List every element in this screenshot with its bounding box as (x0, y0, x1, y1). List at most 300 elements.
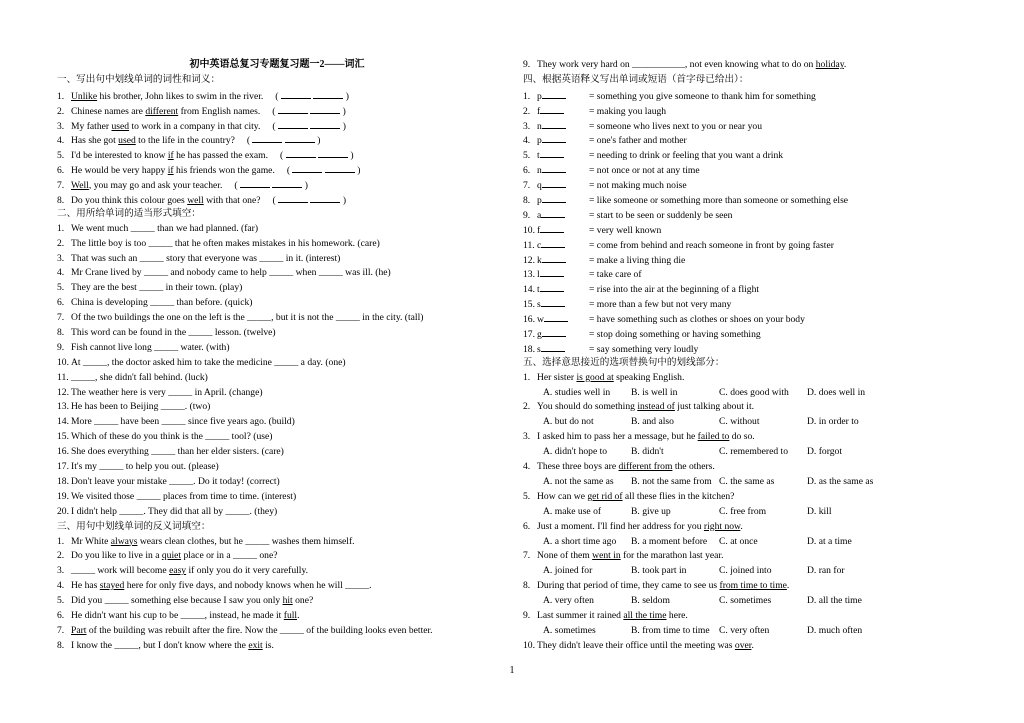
section5-options (523, 564, 963, 579)
paren-close: ) (302, 180, 308, 192)
item-number: 19. (57, 490, 69, 502)
section5-options (523, 475, 963, 490)
item-text-after: he has passed the exam. (173, 150, 269, 162)
item-number: 2. (57, 105, 65, 117)
section4-item (523, 162, 963, 177)
item-text-before: _____ work will become (71, 565, 170, 577)
item-text-before: You should do something (537, 401, 638, 413)
first-letter: t (537, 150, 540, 162)
option-choice: D. much often (807, 624, 863, 636)
underlined-word: instead of (637, 401, 675, 413)
section2-item (57, 237, 497, 252)
item-number: 10. (57, 356, 69, 368)
answer-blank-pos (281, 88, 311, 99)
answer-blank-meaning (313, 88, 343, 99)
section4-item (523, 177, 963, 192)
section4-item (523, 237, 963, 252)
first-letter: n (537, 165, 542, 177)
paren-open: ( (275, 90, 281, 102)
section2-item (57, 430, 497, 445)
item-number: 6. (523, 165, 531, 177)
underlined-word: Part (71, 624, 87, 636)
option-choice: A. sometimes (543, 624, 596, 636)
item-text-before: Do you think this colour goes (71, 195, 188, 207)
first-letter: t (537, 284, 540, 296)
first-letter: q (537, 180, 542, 192)
option-choice: A. didn't hope to (543, 446, 608, 458)
section4-item (523, 341, 963, 356)
item-number: 8. (57, 195, 65, 207)
answer-blank (542, 252, 566, 263)
definition-text: = say something very loudly (589, 343, 699, 355)
item-text: We went much _____ than we had planned. (far) (71, 222, 259, 234)
item-text: This word can be found in the _____ lesson. (twelve) (71, 327, 276, 339)
section2-item (57, 311, 497, 326)
answer-blank (544, 311, 568, 322)
underlined-word: holiday (815, 59, 844, 70)
paren-close: ) (340, 105, 346, 117)
item-number: 3. (57, 565, 65, 577)
section4-item (523, 118, 963, 133)
option-choice: A. not the same as (543, 475, 614, 487)
section2-item (57, 386, 497, 401)
item-number: 15. (523, 299, 535, 311)
option-choice: D. forgot (807, 446, 842, 458)
underlined-word: from time to time (719, 580, 787, 592)
item-text: Don't leave your mistake _____. Do it today! (correct) (71, 475, 280, 487)
option-choice: C. at once (719, 535, 758, 547)
item-number: 1. (523, 90, 531, 102)
item-number: 3. (57, 120, 65, 132)
definition-text: = start to be seen or suddenly be seen (589, 209, 733, 221)
item-text-before: I asked him to pass her a message, but he (537, 431, 698, 443)
paren-open: ( (272, 120, 278, 132)
underlined-word: all the time (623, 609, 667, 621)
section3-item (523, 58, 963, 73)
item-text-before: Did you _____ something else because I saw you only (71, 595, 283, 607)
item-number: 2. (57, 550, 65, 562)
answer-blank (542, 162, 566, 173)
section2-item (57, 371, 497, 386)
section3-continued (523, 58, 963, 73)
underlined-word: get rid of (587, 490, 623, 502)
section2-item (57, 505, 497, 520)
option-choice: B. seldom (631, 595, 670, 607)
item-text-after: to work in a company in that city. (129, 120, 261, 132)
option-choice: B. took part in (631, 565, 687, 577)
item-number: 6. (57, 165, 65, 177)
option-choice: D. all the time (807, 595, 862, 607)
item-number: 17. (523, 329, 535, 341)
underlined-word: went in (592, 550, 621, 562)
item-text-before: These three boys are (537, 461, 619, 473)
item-text: The weather here is very _____ in April. (change) (71, 386, 263, 398)
section5-options (523, 535, 963, 550)
item-number: 6. (523, 520, 531, 532)
answer-blank (540, 266, 564, 277)
item-number: 5. (523, 490, 531, 502)
underlined-word: full (283, 609, 298, 621)
section4-item (523, 132, 963, 147)
item-number: 15. (57, 431, 69, 443)
paren-open: ( (246, 135, 253, 147)
item-text-before: My father (71, 120, 112, 132)
first-letter: p (537, 195, 542, 207)
section5-question (523, 400, 963, 415)
section2-item (57, 356, 497, 371)
paren-close: ) (343, 90, 349, 102)
section2-item (57, 475, 497, 490)
item-text-after: to the life in the country? (135, 135, 235, 147)
answer-blank-meaning (285, 132, 315, 143)
item-number: 12. (523, 254, 535, 266)
item-number: 4. (57, 267, 65, 279)
first-letter: s (537, 343, 541, 355)
item-text-before: I'd be interested to know (71, 150, 168, 162)
item-number: 7. (57, 180, 65, 192)
option-choice: D. ran for (807, 565, 845, 577)
answer-blank (541, 296, 565, 307)
section5-question (523, 490, 963, 505)
item-text-after: from English names. (178, 105, 261, 117)
item-text: We visited those _____ places from time to time. (interest) (71, 490, 297, 502)
underlined-word: hit (282, 595, 293, 607)
answer-blank-pos (278, 118, 308, 129)
answer-blank-meaning (318, 147, 348, 158)
first-letter: s (537, 299, 541, 311)
underlined-word: failed to (697, 431, 730, 443)
first-letter: n (537, 120, 542, 132)
underlined-word: over (734, 639, 752, 651)
item-text: Fish cannot live long _____ water. (with) (71, 341, 230, 353)
section3-item (57, 564, 497, 579)
item-text-after: is. (262, 639, 274, 651)
option-choice: D. does well in (807, 386, 866, 398)
paren-close: ) (340, 120, 346, 132)
answer-blank-pos (240, 177, 270, 188)
section1-item (57, 192, 497, 207)
item-text: He has been to Beijing _____. (two) (71, 401, 211, 413)
definition-text: = needing to drink or feeling that you want a drink (589, 150, 784, 162)
option-choice: A. a short time ago (543, 535, 617, 547)
section3-item (57, 579, 497, 594)
answer-blank (542, 326, 566, 337)
item-text: Mr Crane lived by _____ and nobody came to help _____ when _____ was ill. (he) (71, 267, 391, 279)
definition-text: = rise into the air at the beginning of a flight (589, 284, 760, 296)
item-text-before: Has she got (71, 135, 119, 147)
item-number: 1. (57, 222, 65, 234)
answer-blank (541, 237, 565, 248)
item-text-after: here for only five days, and nobody knows when he will _____. (124, 580, 372, 592)
answer-blank-pos (252, 132, 282, 143)
item-text: The little boy is too _____ that he often makes mistakes in his homework. (care) (71, 237, 380, 249)
paren-close: ) (314, 135, 321, 147)
paren-close: ) (340, 195, 347, 207)
item-number: 6. (57, 297, 65, 309)
section2-item (57, 460, 497, 475)
option-choice: B. a moment before (631, 535, 708, 547)
item-number: 9. (523, 209, 531, 221)
first-letter: w (537, 314, 544, 326)
first-letter: f (537, 224, 541, 236)
underlined-word: different from (618, 461, 673, 473)
section4-item (523, 266, 963, 281)
section2-heading: 二、用所给单词的适当形式填空： (57, 207, 201, 219)
answer-blank-meaning (310, 103, 340, 114)
first-letter: k (537, 254, 542, 266)
section3-list (57, 535, 497, 654)
section4-item (523, 326, 963, 341)
item-number: 20. (57, 505, 69, 517)
answer-blank-meaning (310, 192, 340, 203)
item-text-before: They didn't leave their office until the meeting was (537, 639, 735, 651)
section1-item (57, 103, 497, 118)
section5-question (523, 371, 963, 386)
underlined-word: Unlike (71, 90, 98, 102)
item-number: 4. (523, 461, 531, 473)
option-choice: B. didn't (631, 446, 664, 458)
definition-text: = like someone or something more than someone or something else (589, 195, 849, 207)
first-letter: l (537, 269, 540, 281)
answer-blank-meaning (310, 118, 340, 129)
item-number: 10. (523, 639, 535, 651)
underlined-word: used (118, 135, 136, 147)
left-column (57, 58, 497, 654)
option-choice: B. not the same from (631, 475, 712, 487)
answer-blank (540, 147, 564, 158)
definition-text: = take care of (589, 269, 642, 281)
section5-heading: 五、选择意思接近的选项替换句中的划线部分： (523, 356, 725, 368)
underlined-word: if (167, 150, 174, 162)
item-number: 9. (523, 59, 531, 70)
section2-item (57, 341, 497, 356)
definition-text: = not once or not at any time (589, 165, 700, 177)
section4-list (523, 88, 963, 356)
section5-question (523, 639, 963, 654)
section4-item (523, 103, 963, 118)
item-text-after: all these flies in the kitchen? (622, 490, 735, 502)
option-choice: C. remembered to (719, 446, 788, 458)
definition-text: = make a living thing die (589, 254, 686, 266)
option-choice: A. very often (543, 595, 594, 607)
item-text-after: . (843, 59, 847, 70)
item-number: 3. (57, 252, 65, 264)
section5-question (523, 460, 963, 475)
section1-item (57, 132, 497, 147)
item-text-after: . (786, 580, 790, 592)
first-letter: p (537, 135, 542, 147)
item-number: 8. (57, 639, 65, 651)
item-text-before: Her sister (537, 371, 577, 383)
section3-item (57, 639, 497, 654)
item-number: 13. (523, 269, 535, 281)
item-text-before: He didn't want his cup to be _____, instead, he made it (71, 609, 284, 621)
item-text: China is developing _____ than before. (quick) (71, 297, 253, 309)
option-choice: C. without (719, 416, 760, 428)
item-number: 1. (57, 535, 65, 547)
item-number: 8. (57, 327, 65, 339)
item-text-after: . (751, 639, 754, 651)
underlined-word: is good at (576, 371, 614, 383)
section4-item (523, 281, 963, 296)
item-number: 9. (523, 609, 531, 621)
item-number: 4. (57, 135, 65, 147)
item-number: 6. (57, 609, 65, 621)
option-choice: C. free from (719, 505, 767, 517)
item-text-after: speaking English. (613, 371, 685, 383)
answer-blank (540, 222, 564, 233)
section4-item (523, 222, 963, 237)
item-number: 1. (523, 371, 531, 383)
item-text: Which of these do you think is the _____ tool? (use) (71, 431, 273, 443)
option-choice: C. the same as (719, 475, 775, 487)
item-number: 11. (57, 371, 69, 383)
answer-blank (540, 281, 564, 292)
option-choice: B. is well in (631, 386, 678, 398)
section3-item (57, 609, 497, 624)
answer-blank-meaning (325, 162, 355, 173)
item-text: That was such an _____ story that everyone was _____ in it. (interest) (71, 252, 341, 264)
underlined-word: stayed (99, 580, 125, 592)
underlined-word: well (187, 195, 204, 207)
item-text-before: During that period of time, they came to see us (537, 580, 720, 592)
first-letter: f (537, 105, 541, 117)
item-number: 5. (57, 150, 65, 162)
item-text: She does everything _____ than her elder sisters. (care) (71, 446, 284, 458)
item-text-before: Just a moment. I'll find her address for you (537, 520, 704, 532)
underlined-word: easy (169, 565, 187, 577)
item-number: 18. (523, 343, 535, 355)
answer-blank (540, 103, 564, 114)
item-number: 10. (523, 224, 535, 236)
section4-item (523, 311, 963, 326)
item-number: 5. (523, 150, 531, 162)
item-text-after: if only you do it very carefully. (186, 565, 309, 577)
item-text-after: place or in a _____ one? (181, 550, 278, 562)
paren-close: ) (348, 150, 354, 162)
section5-question (523, 609, 963, 624)
definition-text: = come from behind and reach someone in front by going faster (589, 239, 834, 251)
item-number: 17. (57, 461, 69, 473)
definition-text: = someone who lives next to you or near you (589, 120, 763, 132)
item-number: 7. (57, 312, 65, 324)
item-text-after: with that one? (203, 195, 261, 207)
section3-item (57, 624, 497, 639)
item-text-after: of the building was rebuilt after the fire. Now the _____ of the building looks even better. (86, 624, 433, 636)
section4-item (523, 207, 963, 222)
underlined-word: exit (248, 639, 263, 651)
underlined-word: different (145, 105, 179, 117)
item-text-before: They work very hard on ___________, not even knowing what to do on (537, 59, 816, 70)
section4-item (523, 192, 963, 207)
first-letter: p (537, 90, 542, 102)
section2-item (57, 252, 497, 267)
section2-list (57, 222, 497, 520)
item-text: It's my _____ to help you out. (please) (71, 461, 219, 473)
option-choice: D. in order to (807, 416, 859, 428)
item-number: 16. (523, 314, 535, 326)
answer-blank (542, 177, 566, 188)
item-number: 16. (57, 446, 69, 458)
item-number: 8. (523, 195, 531, 207)
answer-blank-pos (278, 103, 308, 114)
underlined-word: always (110, 535, 138, 547)
item-number: 2. (57, 237, 65, 249)
item-number: 11. (523, 239, 535, 251)
section1-item (57, 162, 497, 177)
paren-open: ( (234, 180, 240, 192)
answer-blank-pos (286, 147, 316, 158)
section2-item (57, 490, 497, 505)
item-text-after: here. (666, 609, 688, 621)
item-number: 14. (523, 284, 535, 296)
item-text-before: How can we (537, 490, 588, 502)
item-text-before: Chinese names are (71, 105, 146, 117)
underlined-word: used (111, 120, 130, 132)
section4-item (523, 88, 963, 103)
section2-item (57, 296, 497, 311)
item-number: 18. (57, 475, 69, 487)
option-choice: A. make use of (543, 505, 602, 517)
page-number: 1 (509, 665, 515, 676)
section2-item (57, 445, 497, 460)
section5-options (523, 445, 963, 460)
item-text-after: do so. (729, 431, 755, 443)
item-number: 13. (57, 401, 69, 413)
first-letter: g (537, 329, 542, 341)
item-number: 1. (57, 90, 65, 102)
option-choice: D. at a time (807, 535, 852, 547)
section4-item (523, 252, 963, 267)
option-choice: B. give up (631, 505, 671, 517)
section1-item (57, 147, 497, 162)
item-number: 9. (57, 341, 65, 353)
option-choice: A. studies well in (543, 386, 611, 398)
item-text-after: just talking about it. (674, 401, 755, 413)
item-text-before: Mr White (71, 535, 111, 547)
section3-item (57, 535, 497, 550)
option-choice: A. but do not (543, 416, 594, 428)
section5-question (523, 549, 963, 564)
option-choice: C. joined into (719, 565, 772, 577)
item-text: _____, she didn't fall behind. (luck) (71, 371, 208, 383)
section1-item (57, 177, 497, 192)
first-letter: a (537, 209, 542, 221)
section5-question (523, 579, 963, 594)
section5-options (523, 505, 963, 520)
definition-text: = something you give someone to thank him for something (589, 90, 816, 102)
answer-blank-pos (278, 192, 308, 203)
item-text-before: Last summer it rained (537, 609, 624, 621)
section5-question (523, 430, 963, 445)
item-text-before: I know the _____, but I don't know where the (71, 639, 249, 651)
item-number: 5. (57, 595, 65, 607)
section1-list (57, 88, 497, 207)
item-text-before: He has (71, 580, 100, 592)
item-number: 2. (523, 401, 531, 413)
underlined-word: if (167, 165, 174, 177)
section2-item (57, 281, 497, 296)
definition-text: = stop doing something or having something (589, 329, 761, 341)
section1-item (57, 118, 497, 133)
item-number: 14. (57, 416, 69, 428)
section2-item (57, 415, 497, 430)
item-text-after: . (740, 520, 743, 532)
section3-item (57, 549, 497, 564)
answer-blank-meaning (272, 177, 302, 188)
item-text-after: his friends won the game. (173, 165, 275, 177)
underlined-word: right now (703, 520, 741, 532)
